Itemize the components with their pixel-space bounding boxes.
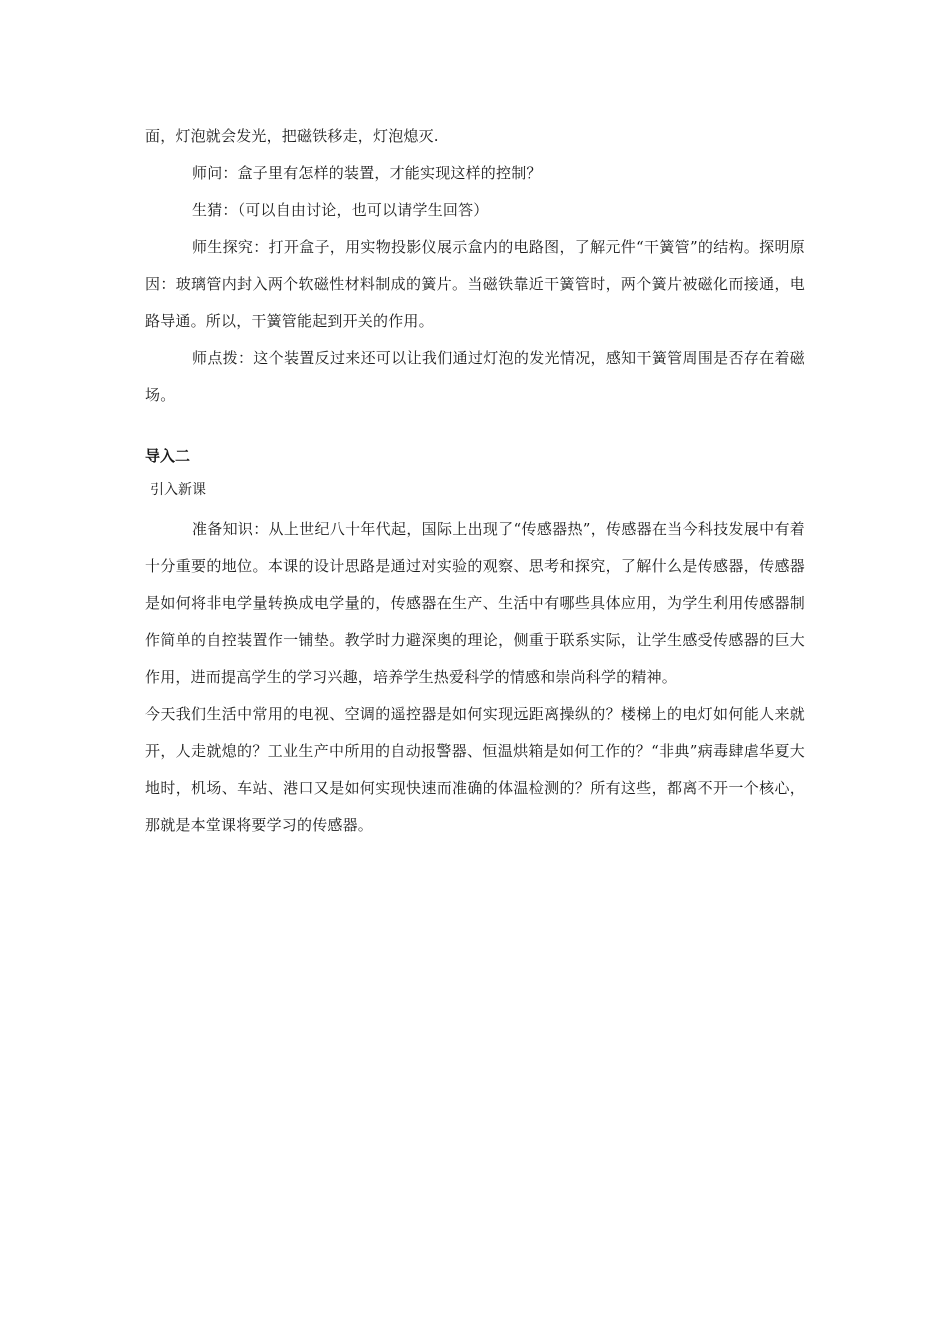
paragraph-student-guess: 生猜：（可以自由讨论，也可以请学生回答） — [192, 201, 489, 219]
section-heading: 导入二 — [145, 447, 191, 465]
paragraph-teacher-hint: 师点拨：这个装置反过来还可以让我们通过灯泡的发光情况，感知干簧管周围是否存在着磁场。 — [145, 349, 805, 404]
paragraph-preparation: 准备知识：从上世纪八十年代起，国际上出现了“传感器热”，传感器在当今科技发展中有着十分重要的地位。本课的设计思路是通过对实验的观察、思考和探究，了解什么是传感器，传感器是如何将非电学量转换成电学量的，传感器在生产、生活中有哪些具体应用，为学生利用传感器制作简单的自控装置作一铺垫。教学时力避深奥的理论，侧重于联系实际，让学生感受传感器的巨大作用，进而提高学生的学习兴趣，培养学生热爱科学的情感和崇尚科学的精神。 — [145, 520, 805, 686]
section-gap — [145, 414, 805, 438]
paragraph-continuation: 面，灯泡就会发光，把磁铁移走，灯泡熄灭. — [145, 127, 439, 145]
paragraph-teacher-question: 师问：盒子里有怎样的装置，才能实现这样的控制？ — [192, 164, 542, 182]
section-subheading: 引入新课 — [150, 482, 206, 498]
paragraph-introduction: 今天我们生活中常用的电视、空调的遥控器是如何实现远距离操纵的？楼梯上的电灯如何能人来就开，人走就熄的？工业生产中所用的自动报警器、恒温烘箱是如何工作的？“非典”病毒肆虐华夏大地时，机场、车站、港口又是如何实现快速而准确的体温检测的？所有这些，都离不开一个核心，那就是本堂课将要学习的传感器。 — [145, 705, 805, 834]
document-body — [145, 118, 805, 844]
paragraph-inquiry: 师生探究：打开盒子，用实物投影仪展示盒内的电路图，了解元件“干簧管”的结构。探明原因：玻璃管内封入两个软磁性材料制成的簧片。当磁铁靠近干簧管时，两个簧片被磁化而接通，电路导通。所以，干簧管能起到开关的作用。 — [145, 238, 805, 330]
